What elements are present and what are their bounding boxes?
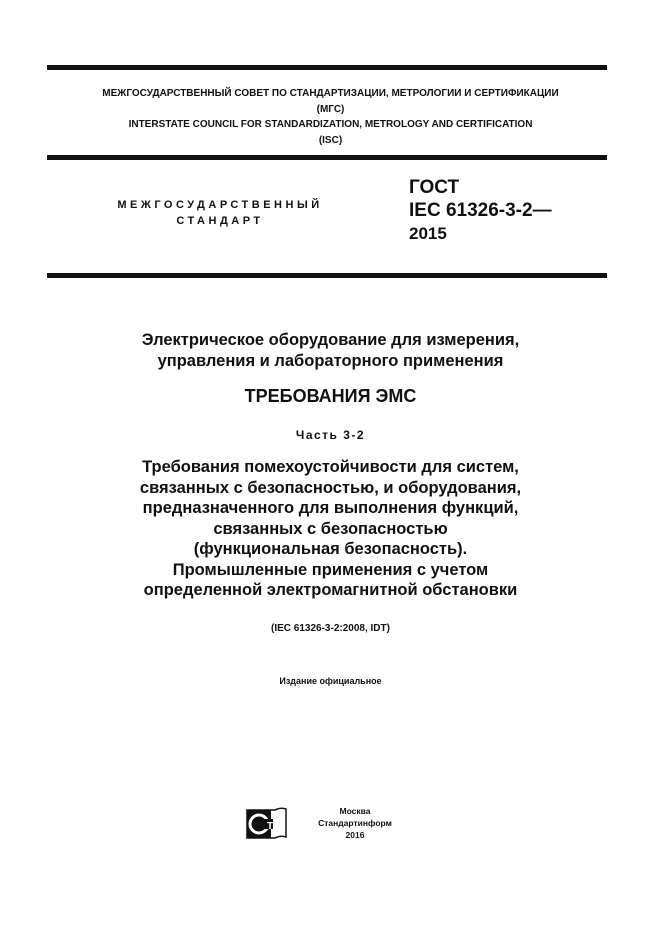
publisher-info — [300, 805, 410, 841]
gost-label: ГОСТ — [409, 177, 460, 198]
divider — [47, 273, 607, 278]
subtitle-line: Требования помехоустойчивости для систем, — [142, 458, 519, 476]
standartinform-logo-icon — [245, 807, 287, 839]
subtitle-line: определенной электромагнитной обстановки — [143, 581, 518, 599]
council-en-abbr: (ISC) — [318, 134, 343, 146]
standard-designation — [409, 176, 552, 245]
divider — [47, 65, 607, 70]
publisher-name: Стандартинформ — [318, 818, 392, 828]
council-ru-abbr: (МГС) — [316, 103, 345, 115]
title-main: ТРЕБОВАНИЯ ЭМС — [244, 386, 417, 406]
svg-text:ТИ: ТИ — [267, 821, 281, 832]
divider — [47, 155, 607, 160]
council-ru: МЕЖГОСУДАРСТВЕННЫЙ СОВЕТ ПО СТАНДАРТИЗАЦИИ, МЕТРОЛОГИИ И СЕРТИФИКАЦИИ — [102, 88, 559, 99]
publication-year: 2016 — [345, 830, 365, 840]
subtitle-line: предназначенного для выполнения функций, — [142, 499, 519, 517]
standard-kind-line2: СТАНДАРТ — [176, 215, 264, 227]
title-part: Часть 3-2 — [295, 428, 366, 442]
standard-kind — [95, 197, 345, 229]
standard-year: 2015 — [409, 224, 447, 243]
subtitle-line: связанных с безопасностью — [213, 519, 448, 538]
council-header — [0, 86, 661, 148]
standard-kind-line1: МЕЖГОСУДАРСТВЕННЫЙ — [117, 199, 323, 211]
subtitle-line: (функциональная безопасность). — [193, 540, 468, 558]
council-en: INTERSTATE COUNCIL FOR STANDARDIZATION, METROLOGY AND CERTIFICATION — [128, 119, 533, 130]
publisher-city: Москва — [339, 806, 371, 816]
title-line: Электрическое оборудование для измерения, — [141, 331, 520, 349]
title-general — [0, 330, 661, 372]
title-line: управления и лабораторного применения — [157, 352, 504, 370]
iec-reference: (IEC 61326-3-2:2008, IDT) — [271, 623, 390, 634]
subtitle-line: Промышленные применения с учетом — [172, 560, 489, 579]
subtitle-line: связанных с безопасностью, и оборудования, — [139, 478, 522, 497]
edition-label: Издание официальное — [279, 676, 382, 686]
standard-number: IEC 61326-3-2— — [409, 200, 552, 221]
title-sub — [0, 457, 661, 601]
